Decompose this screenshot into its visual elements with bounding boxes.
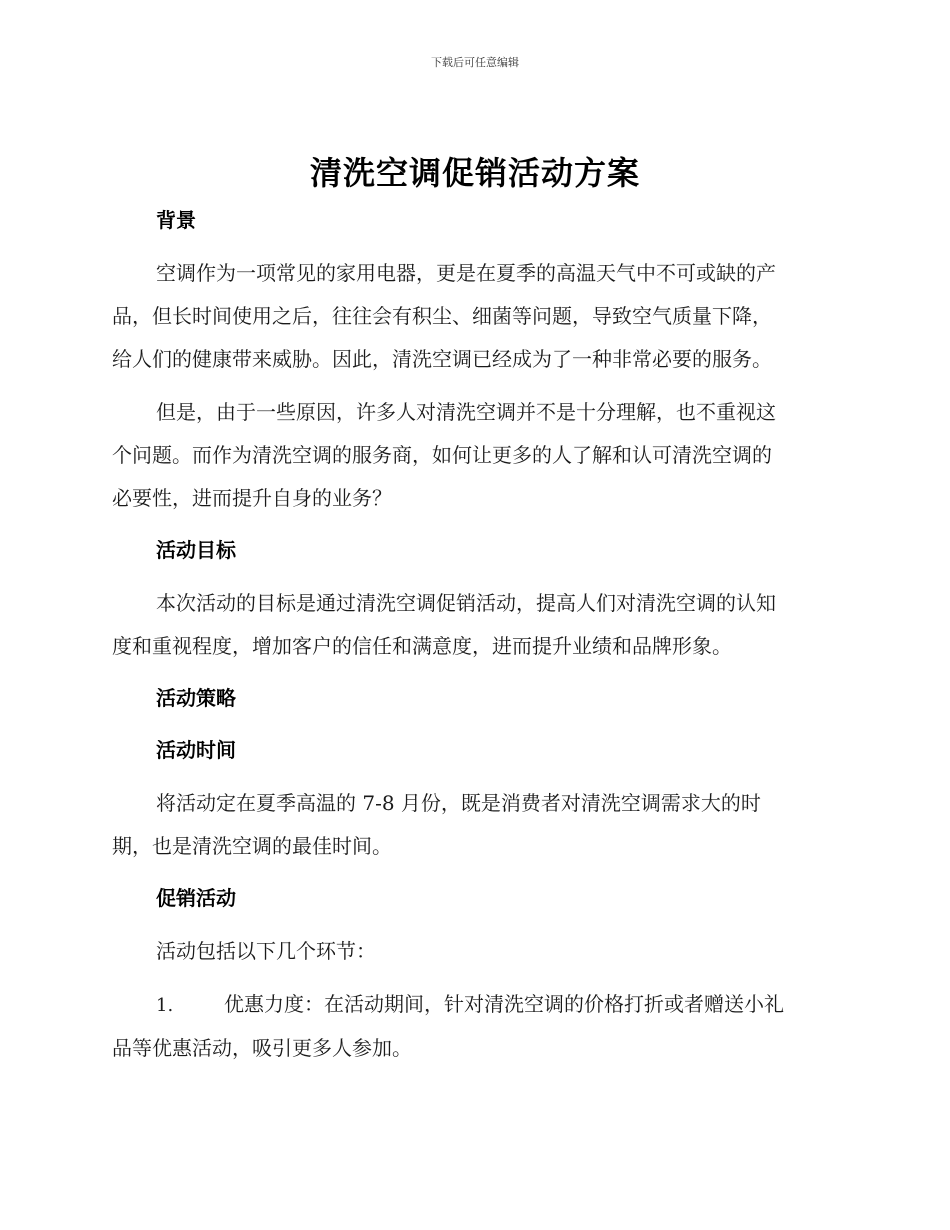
paragraph-time: 将活动定在夏季高温的 7-8 月份，既是消费者对清洗空调需求大的时 期，也是清洗空调的最佳时间。 [112, 791, 761, 858]
section-heading-background: 背景 [156, 208, 196, 232]
document-title: 清洗空调促销活动方案 [309, 154, 640, 192]
document-body [112, 200, 832, 1080]
section-heading-promotion: 促销活动 [156, 886, 236, 910]
section-heading-time: 活动时间 [156, 738, 236, 762]
section-heading-goal: 活动目标 [156, 538, 236, 562]
paragraph-goal: 本次活动的目标是通过清洗空调促销活动，提高人们对清洗空调的认知 度和重视程度，增加客户的信任和满意度，进而提升业绩和品牌形象。 [112, 591, 776, 658]
page-header: 下载后可任意编辑 [431, 56, 519, 69]
paragraph-promotion-intro: 活动包括以下几个环节： [156, 939, 376, 963]
list-item-text: 优惠力度：在活动期间，针对清洗空调的价格打折或者赠送小礼 品等优惠活动，吸引更多人参加。 [112, 992, 784, 1060]
list-item-number: 1. [156, 995, 174, 1016]
list-item [112, 983, 832, 1070]
section-heading-strategy: 活动策略 [156, 686, 236, 710]
paragraph-background-1: 空调作为一项常见的家用电器，更是在夏季的高温天气中不可或缺的产 品，但长时间使用之后，往往会有积尘、细菌等问题，导致空气质量下降， 给人们的健康带来威胁。因此，清洗空调已经成为了一种非常必要的服务。 [112, 261, 776, 371]
paragraph-background-2: 但是，由于一些原因，许多人对清洗空调并不是十分理解，也不重视这 个问题。而作为清洗空调的服务商，如何让更多的人了解和认可清洗空调的 必要性，进而提升自身的业务？ [112, 400, 776, 510]
